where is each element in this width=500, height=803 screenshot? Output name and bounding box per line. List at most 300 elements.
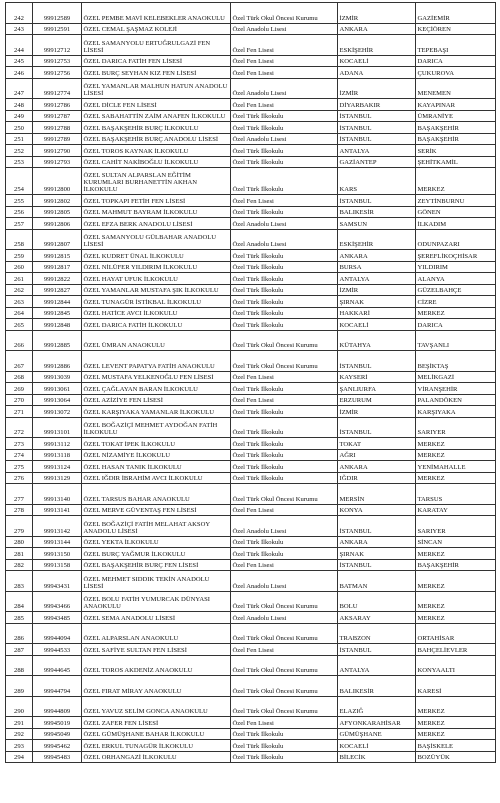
school-type: Özel Türk Okul Öncesi Kurumu bbox=[231, 351, 338, 372]
school-type: Özel Türk İlkokulu bbox=[231, 472, 338, 484]
school-type: Özel Türk İlkokulu bbox=[231, 307, 338, 319]
table-row bbox=[6, 307, 496, 319]
institution-code: 99944533 bbox=[33, 644, 82, 656]
row-number: 266 bbox=[6, 330, 33, 351]
school-name: ÖZEL DARICA FATİH FEN LİSESİ bbox=[82, 55, 231, 67]
province: İZMİR bbox=[338, 406, 416, 418]
province: HAKKARİ bbox=[338, 307, 416, 319]
institution-code: 99913101 bbox=[33, 417, 82, 438]
institution-code: 99943431 bbox=[33, 571, 82, 592]
district: KARŞIYAKA bbox=[416, 406, 496, 418]
institution-code: 99912774 bbox=[33, 78, 82, 99]
school-name: ÖZEL YAVUZ SELİM GONCA ANAOKULU bbox=[82, 696, 231, 717]
institution-code: 99913124 bbox=[33, 461, 82, 473]
table-row bbox=[6, 229, 496, 250]
school-name: ÖZEL BAŞAKŞEHİR BURÇ İLKOKULU bbox=[82, 122, 231, 134]
table-row bbox=[6, 218, 496, 230]
district: YENİMAHALLE bbox=[416, 461, 496, 473]
school-type: Özel Fen Lisesi bbox=[231, 394, 338, 406]
school-name: ÖZEL DARICA FATİH İLKOKULU bbox=[82, 319, 231, 331]
school-type: Özel Türk İlkokulu bbox=[231, 156, 338, 168]
school-name: ÖZEL BURÇ SEYHAN KIZ FEN LİSESİ bbox=[82, 67, 231, 79]
table-body bbox=[6, 3, 496, 763]
province: ESKİŞEHİR bbox=[338, 35, 416, 56]
district: ZEYTİNBURNU bbox=[416, 195, 496, 207]
table-row bbox=[6, 751, 496, 763]
table-row bbox=[6, 406, 496, 418]
row-number: 259 bbox=[6, 250, 33, 262]
table-row bbox=[6, 371, 496, 383]
school-name: ÖZEL LEVENT PAPATYA FATİH ANAOKULU bbox=[82, 351, 231, 372]
table-row bbox=[6, 351, 496, 372]
institution-code: 99943466 bbox=[33, 591, 82, 612]
district: SARIYER bbox=[416, 516, 496, 537]
school-name: ÖZEL BAŞAKŞEHİR BURÇ FEN LİSESİ bbox=[82, 559, 231, 571]
school-name: ÖZEL ÜMRAN ANAOKULU bbox=[82, 330, 231, 351]
row-number: 256 bbox=[6, 206, 33, 218]
province: ŞANLIURFA bbox=[338, 383, 416, 395]
row-number: 267 bbox=[6, 351, 33, 372]
district: MERKEZ bbox=[416, 438, 496, 450]
institution-code: 99944809 bbox=[33, 696, 82, 717]
table-row bbox=[6, 504, 496, 516]
institution-code: 99913140 bbox=[33, 484, 82, 505]
school-name: ÖZEL HAYAT UFUK İLKOKULU bbox=[82, 273, 231, 285]
row-number: 262 bbox=[6, 284, 33, 296]
province: İSTANBUL bbox=[338, 351, 416, 372]
institution-code: 99912822 bbox=[33, 273, 82, 285]
row-number: 252 bbox=[6, 145, 33, 157]
row-number: 280 bbox=[6, 536, 33, 548]
province: ANKARA bbox=[338, 250, 416, 262]
row-number: 263 bbox=[6, 296, 33, 308]
school-name: ÖZEL YEKTA İLKOKULU bbox=[82, 536, 231, 548]
table-row bbox=[6, 23, 496, 35]
school-name: ÖZEL SAMANYOLU ERTUĞRULGAZİ FEN LİSESİ bbox=[82, 35, 231, 56]
province: BALIKESİR bbox=[338, 676, 416, 697]
district: MERKEZ bbox=[416, 472, 496, 484]
province: KÜTAHYA bbox=[338, 330, 416, 351]
row-number: 248 bbox=[6, 99, 33, 111]
school-name: ÖZEL ERKUL TUNAGÜR İLKOKULU bbox=[82, 740, 231, 752]
district: TARSUS bbox=[416, 484, 496, 505]
table-row bbox=[6, 449, 496, 461]
school-name: ÖZEL BAŞAKŞEHİR BURÇ ANADOLU LİSESİ bbox=[82, 133, 231, 145]
table-row bbox=[6, 394, 496, 406]
row-number: 249 bbox=[6, 110, 33, 122]
school-type: Özel Türk İlkokulu bbox=[231, 536, 338, 548]
row-number: 250 bbox=[6, 122, 33, 134]
institution-code: 99945049 bbox=[33, 728, 82, 740]
school-name: ÖZEL YAMANLAR MALHUN HATUN ANADOLU LİSESİ bbox=[82, 78, 231, 99]
table-row bbox=[6, 623, 496, 644]
table-row bbox=[6, 644, 496, 656]
school-type: Özel Türk Okul Öncesi Kurumu bbox=[231, 484, 338, 505]
school-type: Özel Türk İlkokulu bbox=[231, 122, 338, 134]
row-number: 242 bbox=[6, 3, 33, 24]
province: BİLECİK bbox=[338, 751, 416, 763]
district: BEŞİKTAŞ bbox=[416, 351, 496, 372]
school-name: ÖZEL TOROS KAYNAK İLKOKULU bbox=[82, 145, 231, 157]
province: İZMİR bbox=[338, 3, 416, 24]
institution-code: 99913144 bbox=[33, 536, 82, 548]
row-number: 282 bbox=[6, 559, 33, 571]
district: KONYAALTI bbox=[416, 655, 496, 676]
province: ANTALYA bbox=[338, 145, 416, 157]
row-number: 268 bbox=[6, 371, 33, 383]
school-type: Özel Anadolu Lisesi bbox=[231, 571, 338, 592]
school-type: Özel Türk İlkokulu bbox=[231, 319, 338, 331]
table-row bbox=[6, 655, 496, 676]
school-type: Özel Türk İlkokulu bbox=[231, 110, 338, 122]
school-name: ÖZEL PEMBE MAVİ KELEBEKLER ANAOKULU bbox=[82, 3, 231, 24]
table-row bbox=[6, 438, 496, 450]
school-name: ÖZEL YAMANLAR MUSTAFA ŞIK İLKOKULU bbox=[82, 284, 231, 296]
institution-code: 99912793 bbox=[33, 156, 82, 168]
district: TAVŞANLI bbox=[416, 330, 496, 351]
school-type: Özel Anadolu Lisesi bbox=[231, 516, 338, 537]
school-name: ÖZEL NİZAMİYE İLKOKULU bbox=[82, 449, 231, 461]
table-row bbox=[6, 55, 496, 67]
row-number: 255 bbox=[6, 195, 33, 207]
school-type: Özel Türk İlkokulu bbox=[231, 296, 338, 308]
row-number: 265 bbox=[6, 319, 33, 331]
institution-code: 99913072 bbox=[33, 406, 82, 418]
school-type: Özel Anadolu Lisesi bbox=[231, 133, 338, 145]
table-row bbox=[6, 67, 496, 79]
district: MERKEZ bbox=[416, 571, 496, 592]
row-number: 271 bbox=[6, 406, 33, 418]
table-row bbox=[6, 484, 496, 505]
province: İSTANBUL bbox=[338, 644, 416, 656]
school-name: ÖZEL CEMAL ŞAŞMAZ KOLEJİ bbox=[82, 23, 231, 35]
province: ŞIRNAK bbox=[338, 296, 416, 308]
school-type: Özel Türk Okul Öncesi Kurumu bbox=[231, 655, 338, 676]
province: KOCAELİ bbox=[338, 55, 416, 67]
district: MERKEZ bbox=[416, 168, 496, 195]
table-row bbox=[6, 472, 496, 484]
institution-code: 99912712 bbox=[33, 35, 82, 56]
district: KEÇİÖREN bbox=[416, 23, 496, 35]
province: IĞDIR bbox=[338, 472, 416, 484]
province: BURSA bbox=[338, 261, 416, 273]
province: İSTANBUL bbox=[338, 559, 416, 571]
institution-code: 99945483 bbox=[33, 751, 82, 763]
row-number: 269 bbox=[6, 383, 33, 395]
district: MERKEZ bbox=[416, 612, 496, 624]
school-name: ÖZEL SAMANYOLU GÜLBAHAR ANADOLU LİSESİ bbox=[82, 229, 231, 250]
district: MERKEZ bbox=[416, 696, 496, 717]
school-type: Özel Türk İlkokulu bbox=[231, 284, 338, 296]
table-row bbox=[6, 548, 496, 560]
province: KOCAELİ bbox=[338, 319, 416, 331]
school-type: Özel Anadolu Lisesi bbox=[231, 23, 338, 35]
institution-code: 99912756 bbox=[33, 67, 82, 79]
province: BOLU bbox=[338, 591, 416, 612]
table-row bbox=[6, 612, 496, 624]
school-name: ÖZEL KARŞIYAKA YAMANLAR İLKOKULU bbox=[82, 406, 231, 418]
row-number: 261 bbox=[6, 273, 33, 285]
institution-code: 99944794 bbox=[33, 676, 82, 697]
institution-code: 99912815 bbox=[33, 250, 82, 262]
institution-code: 99912807 bbox=[33, 229, 82, 250]
institution-code: 99912787 bbox=[33, 110, 82, 122]
province: ANKARA bbox=[338, 461, 416, 473]
school-type: Özel Türk İlkokulu bbox=[231, 438, 338, 450]
institution-code: 99944094 bbox=[33, 623, 82, 644]
row-number: 288 bbox=[6, 655, 33, 676]
row-number: 284 bbox=[6, 591, 33, 612]
district: ÇUKUROVA bbox=[416, 67, 496, 79]
table-row bbox=[6, 516, 496, 537]
province: AFYONKARAHİSAR bbox=[338, 717, 416, 729]
school-name: ÖZEL SAFİYE SULTAN FEN LİSESİ bbox=[82, 644, 231, 656]
school-type: Özel Anadolu Lisesi bbox=[231, 218, 338, 230]
table-row bbox=[6, 122, 496, 134]
province: ANKARA bbox=[338, 536, 416, 548]
school-type: Özel Fen Lisesi bbox=[231, 55, 338, 67]
district: YILDIRIM bbox=[416, 261, 496, 273]
school-name: ÖZEL ALPARSLAN ANAOKULU bbox=[82, 623, 231, 644]
table-row bbox=[6, 78, 496, 99]
province: İSTANBUL bbox=[338, 110, 416, 122]
district: MENEMEN bbox=[416, 78, 496, 99]
institution-code: 99913064 bbox=[33, 394, 82, 406]
table-row bbox=[6, 99, 496, 111]
school-name: ÖZEL MEHMET SIDDIK TEKİN ANADOLU LİSESİ bbox=[82, 571, 231, 592]
institution-code: 99913141 bbox=[33, 504, 82, 516]
institution-code: 99912589 bbox=[33, 3, 82, 24]
row-number: 286 bbox=[6, 623, 33, 644]
institution-code: 99912786 bbox=[33, 99, 82, 111]
school-name: ÖZEL ORHANGAZİ İLKOKULU bbox=[82, 751, 231, 763]
district: BAŞAKŞEHİR bbox=[416, 133, 496, 145]
row-number: 258 bbox=[6, 229, 33, 250]
school-type: Özel Türk Okul Öncesi Kurumu bbox=[231, 3, 338, 24]
school-type: Özel Türk Okul Öncesi Kurumu bbox=[231, 696, 338, 717]
institution-code: 99912789 bbox=[33, 133, 82, 145]
district: ALANYA bbox=[416, 273, 496, 285]
table-row bbox=[6, 417, 496, 438]
row-number: 278 bbox=[6, 504, 33, 516]
table-row bbox=[6, 35, 496, 56]
table-row bbox=[6, 717, 496, 729]
table-row bbox=[6, 261, 496, 273]
district: KARESİ bbox=[416, 676, 496, 697]
school-name: ÖZEL GÜMÜŞHANE BAHAR İLKOKULU bbox=[82, 728, 231, 740]
district: GÖNEN bbox=[416, 206, 496, 218]
institution-code: 99913039 bbox=[33, 371, 82, 383]
institution-code: 99943485 bbox=[33, 612, 82, 624]
district: PALANDÖKEN bbox=[416, 394, 496, 406]
table-row bbox=[6, 740, 496, 752]
province: İSTANBUL bbox=[338, 516, 416, 537]
school-name: ÖZEL MUSTAFA YELKENOĞLU FEN LİSESİ bbox=[82, 371, 231, 383]
province: KAYSERİ bbox=[338, 371, 416, 383]
district: TEPEBAŞI bbox=[416, 35, 496, 56]
school-type: Özel Türk İlkokulu bbox=[231, 449, 338, 461]
row-number: 272 bbox=[6, 417, 33, 438]
school-name: ÖZEL SABAHATTİN ZAİM ANAFEN İLKOKULU bbox=[82, 110, 231, 122]
school-type: Özel Fen Lisesi bbox=[231, 504, 338, 516]
district: VİRANŞEHİR bbox=[416, 383, 496, 395]
institution-code: 99913158 bbox=[33, 559, 82, 571]
row-number: 289 bbox=[6, 676, 33, 697]
district: MERKEZ bbox=[416, 591, 496, 612]
school-type: Özel Türk İlkokulu bbox=[231, 728, 338, 740]
school-name: ÖZEL BOĞAZİÇİ FATİH MELAHAT AKSOY ANADOLU LİSESİ bbox=[82, 516, 231, 537]
school-type: Özel Türk İlkokulu bbox=[231, 417, 338, 438]
province: KONYA bbox=[338, 504, 416, 516]
province: KOCAELİ bbox=[338, 740, 416, 752]
institution-code: 99912591 bbox=[33, 23, 82, 35]
province: GÜMÜŞHANE bbox=[338, 728, 416, 740]
district: DARICA bbox=[416, 55, 496, 67]
table-row bbox=[6, 591, 496, 612]
school-type: Özel Türk Okul Öncesi Kurumu bbox=[231, 591, 338, 612]
school-name: ÖZEL BOĞAZİÇİ MEHMET AYDOĞAN FATİH İLKOKULU bbox=[82, 417, 231, 438]
school-type: Özel Türk Okul Öncesi Kurumu bbox=[231, 676, 338, 697]
school-name: ÖZEL SULTAN ALPARSLAN EĞİTİM KURUMLARI BURHANETTİN AKHAN İLKOKULU bbox=[82, 168, 231, 195]
school-name: ÖZEL TOKAT İPEK İLKOKULU bbox=[82, 438, 231, 450]
school-name: ÖZEL EFZA BERK ANADOLU LİSESİ bbox=[82, 218, 231, 230]
school-type: Özel Fen Lisesi bbox=[231, 559, 338, 571]
district: BAHÇELİEVLER bbox=[416, 644, 496, 656]
row-number: 273 bbox=[6, 438, 33, 450]
school-type: Özel Fen Lisesi bbox=[231, 195, 338, 207]
district: BOZÜYÜK bbox=[416, 751, 496, 763]
school-type: Özel Türk Okul Öncesi Kurumu bbox=[231, 623, 338, 644]
district: ODUNPAZARI bbox=[416, 229, 496, 250]
school-type: Özel Fen Lisesi bbox=[231, 67, 338, 79]
district: GÜZELBAHÇE bbox=[416, 284, 496, 296]
institution-code: 99912806 bbox=[33, 218, 82, 230]
table-row bbox=[6, 319, 496, 331]
table-row bbox=[6, 273, 496, 285]
school-list-table bbox=[5, 2, 496, 763]
row-number: 287 bbox=[6, 644, 33, 656]
institution-code: 99912790 bbox=[33, 145, 82, 157]
district: BAŞAKŞEHİR bbox=[416, 122, 496, 134]
table-row bbox=[6, 195, 496, 207]
institution-code: 99912845 bbox=[33, 307, 82, 319]
school-type: Özel Türk İlkokulu bbox=[231, 461, 338, 473]
row-number: 291 bbox=[6, 717, 33, 729]
school-name: ÖZEL AZİZİYE FEN LİSESİ bbox=[82, 394, 231, 406]
school-name: ÖZEL HASAN TANIK İLKOKULU bbox=[82, 461, 231, 473]
province: ANTALYA bbox=[338, 273, 416, 285]
district: ŞEREFLİKOÇHİSAR bbox=[416, 250, 496, 262]
row-number: 245 bbox=[6, 55, 33, 67]
school-type: Özel Türk İlkokulu bbox=[231, 261, 338, 273]
province: İSTANBUL bbox=[338, 133, 416, 145]
school-name: ÖZEL ÇAĞLAYAN BARAN İLKOKULU bbox=[82, 383, 231, 395]
table-row bbox=[6, 461, 496, 473]
school-name: ÖZEL NİLÜFER YILDIRIM İLKOKULU bbox=[82, 261, 231, 273]
school-type: Özel Fen Lisesi bbox=[231, 99, 338, 111]
school-name: ÖZEL SEMA ANADOLU LİSESİ bbox=[82, 612, 231, 624]
institution-code: 99913118 bbox=[33, 449, 82, 461]
school-name: ÖZEL IĞDIR İBRAHİM AVCI İLKOKULU bbox=[82, 472, 231, 484]
school-name: ÖZEL ZAFER FEN LİSESİ bbox=[82, 717, 231, 729]
province: İSTANBUL bbox=[338, 417, 416, 438]
district: MERKEZ bbox=[416, 548, 496, 560]
row-number: 283 bbox=[6, 571, 33, 592]
table-row bbox=[6, 571, 496, 592]
table-row bbox=[6, 296, 496, 308]
school-type: Özel Türk İlkokulu bbox=[231, 250, 338, 262]
school-type: Özel Türk İlkokulu bbox=[231, 740, 338, 752]
institution-code: 99912827 bbox=[33, 284, 82, 296]
school-type: Özel Fen Lisesi bbox=[231, 717, 338, 729]
province: ESKİŞEHİR bbox=[338, 229, 416, 250]
row-number: 260 bbox=[6, 261, 33, 273]
school-type: Özel Türk İlkokulu bbox=[231, 751, 338, 763]
district: KAYAPINAR bbox=[416, 99, 496, 111]
school-type: Özel Türk İlkokulu bbox=[231, 273, 338, 285]
district: MELİKGAZİ bbox=[416, 371, 496, 383]
institution-code: 99913129 bbox=[33, 472, 82, 484]
school-name: ÖZEL BOLU FATİH YUMURCAK DÜNYASI ANAOKULU bbox=[82, 591, 231, 612]
school-name: ÖZEL TOROS AKDENİZ ANAOKULU bbox=[82, 655, 231, 676]
table-row bbox=[6, 284, 496, 296]
province: AKSARAY bbox=[338, 612, 416, 624]
province: BALIKESİR bbox=[338, 206, 416, 218]
school-type: Özel Türk İlkokulu bbox=[231, 406, 338, 418]
district: KARATAY bbox=[416, 504, 496, 516]
school-name: ÖZEL TUNAGÜR İSTİKBAL İLKOKULU bbox=[82, 296, 231, 308]
school-type: Özel Türk İlkokulu bbox=[231, 383, 338, 395]
district: MERKEZ bbox=[416, 728, 496, 740]
province: KARS bbox=[338, 168, 416, 195]
institution-code: 99945019 bbox=[33, 717, 82, 729]
row-number: 292 bbox=[6, 728, 33, 740]
district: SARIYER bbox=[416, 417, 496, 438]
district: BAŞAKŞEHİR bbox=[416, 559, 496, 571]
school-type: Özel Türk İlkokulu bbox=[231, 168, 338, 195]
table-row bbox=[6, 696, 496, 717]
district: MERKEZ bbox=[416, 449, 496, 461]
row-number: 244 bbox=[6, 35, 33, 56]
row-number: 253 bbox=[6, 156, 33, 168]
district: MERKEZ bbox=[416, 717, 496, 729]
school-type: Özel Fen Lisesi bbox=[231, 644, 338, 656]
province: ERZURUM bbox=[338, 394, 416, 406]
institution-code: 99912753 bbox=[33, 55, 82, 67]
row-number: 247 bbox=[6, 78, 33, 99]
row-number: 254 bbox=[6, 168, 33, 195]
district: ÜMRANİYE bbox=[416, 110, 496, 122]
district: BAŞİSKELE bbox=[416, 740, 496, 752]
institution-code: 99912886 bbox=[33, 351, 82, 372]
province: İZMİR bbox=[338, 284, 416, 296]
institution-code: 99912802 bbox=[33, 195, 82, 207]
institution-code: 99912788 bbox=[33, 122, 82, 134]
row-number: 275 bbox=[6, 461, 33, 473]
table-row bbox=[6, 145, 496, 157]
district: SİNCAN bbox=[416, 536, 496, 548]
school-name: ÖZEL MAHMUT BAYRAM İLKOKULU bbox=[82, 206, 231, 218]
row-number: 290 bbox=[6, 696, 33, 717]
province: ANKARA bbox=[338, 23, 416, 35]
district: ORTAHİSAR bbox=[416, 623, 496, 644]
row-number: 279 bbox=[6, 516, 33, 537]
row-number: 277 bbox=[6, 484, 33, 505]
district: CİZRE bbox=[416, 296, 496, 308]
province: SAMSUN bbox=[338, 218, 416, 230]
row-number: 281 bbox=[6, 548, 33, 560]
table-row bbox=[6, 676, 496, 697]
